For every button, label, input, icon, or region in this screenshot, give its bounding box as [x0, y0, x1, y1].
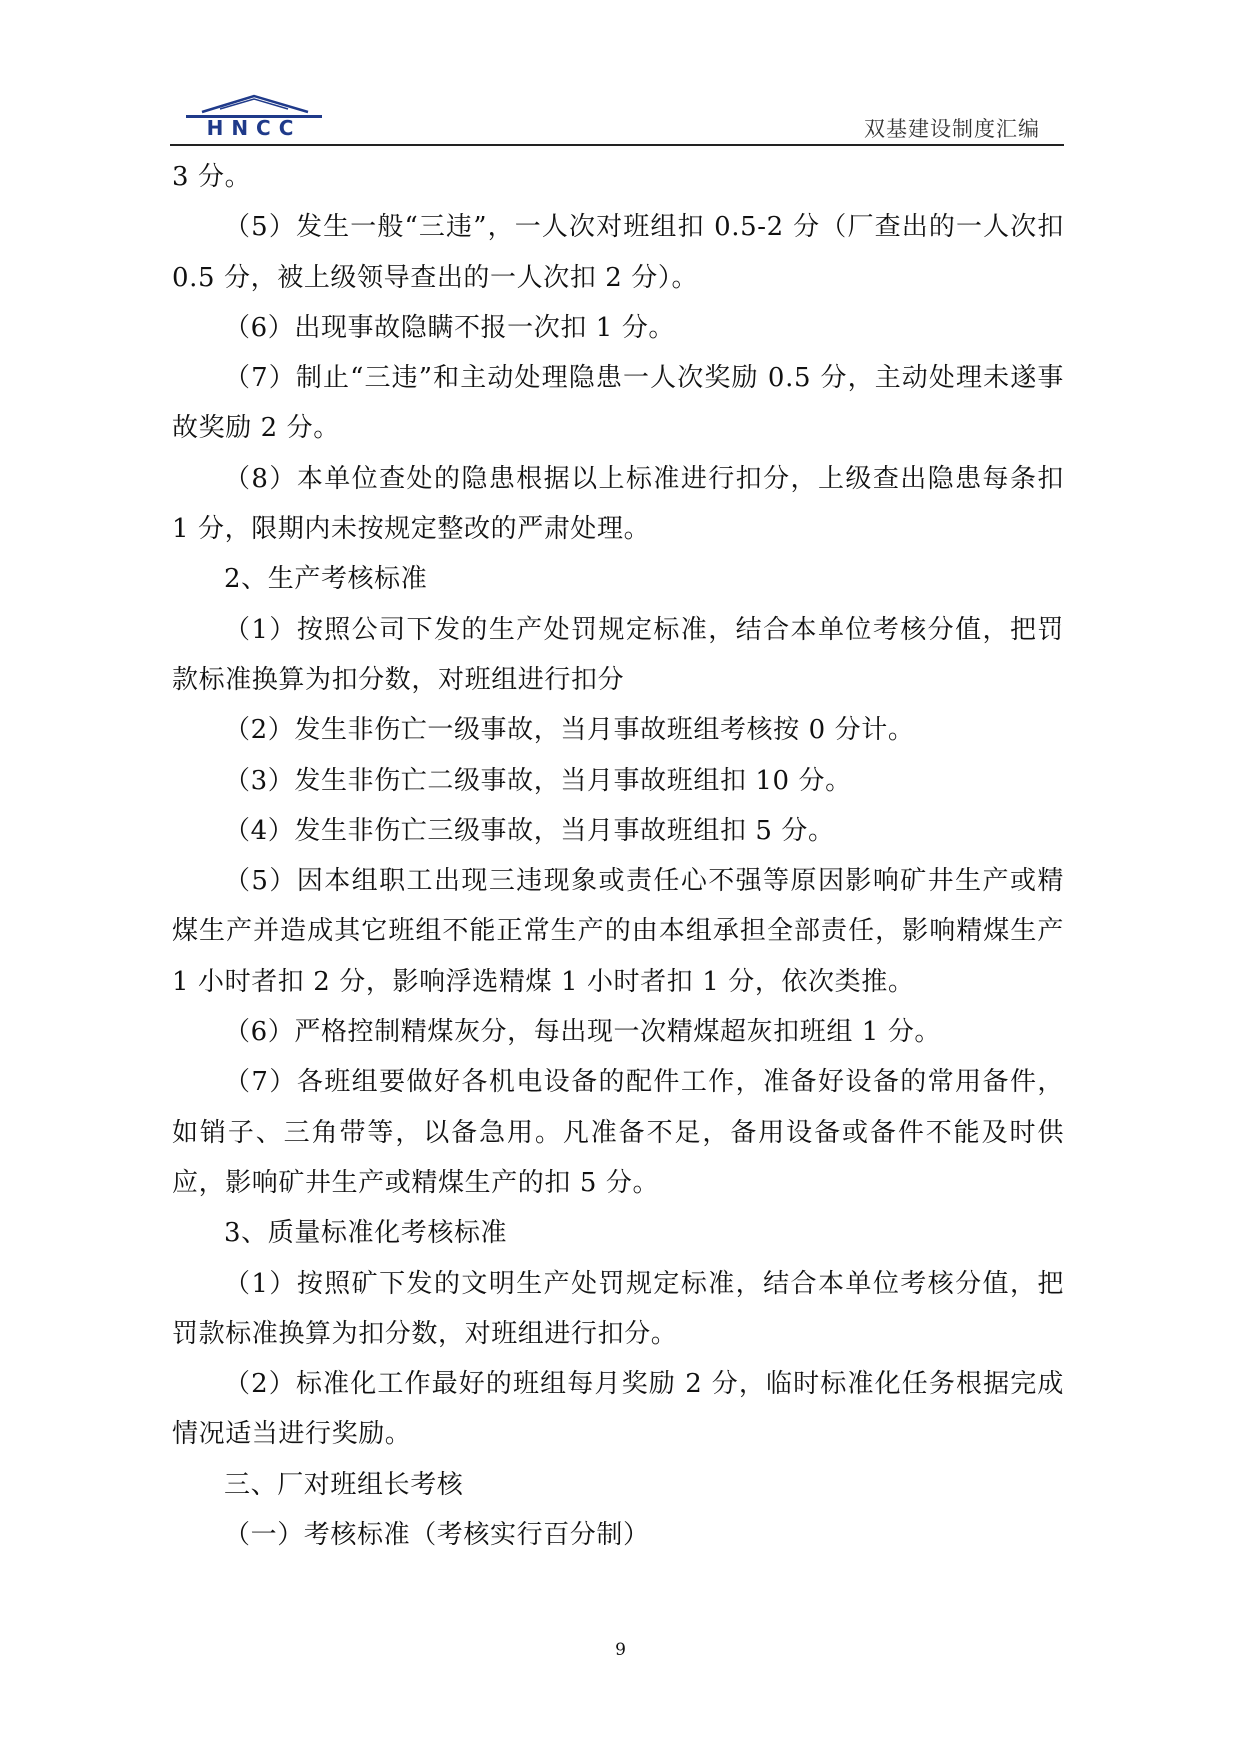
section-heading: 2、生产考核标准 [224, 564, 428, 595]
section-heading: 3、质量标准化考核标准 [224, 1218, 508, 1249]
paragraph: （2）标准化工作最好的班组每月奖励 2 分，临时标准化任务根据完成情况适当进行奖励。 [172, 1369, 1064, 1450]
hncc-logo [184, 94, 324, 138]
paragraph: （3）发生非伤亡二级事故，当月事故班组扣 10 分。 [224, 765, 852, 796]
section-heading: 三、厂对班组长考核 [224, 1469, 464, 1500]
paragraph: （7）各班组要做好各机电设备的配件工作，准备好设备的常用备件，如销子、三角带等，以备急用。凡准备不足，备用设备或备件不能及时供应，影响矿井生产或精煤生产的扣 5 分。 [172, 1067, 1064, 1198]
body-text [172, 152, 1064, 1560]
document-title: 双基建设制度汇编 [864, 117, 1040, 141]
header-divider [170, 144, 1064, 146]
paragraph: （4）发生非伤亡三级事故，当月事故班组扣 5 分。 [224, 815, 835, 846]
paragraph: 3 分。 [172, 162, 252, 192]
page-number: 9 [615, 1640, 626, 1660]
paragraph: （8）本单位查处的隐患根据以上标准进行扣分，上级查出隐患每条扣 1 分，限期内未按规定整改的严肃处理。 [172, 463, 1064, 545]
paragraph: （1）按照矿下发的文明生产处罚规定标准，结合本单位考核分值，把罚款标准换算为扣分数，对班组进行扣分。 [172, 1268, 1064, 1349]
paragraph: （2）发生非伤亡一级事故，当月事故班组考核按 0 分计。 [224, 715, 915, 746]
subsection-heading: （一）考核标准（考核实行百分制） [224, 1520, 650, 1551]
paragraph: （7）制止“三违”和主动处理隐患一人次奖励 0.5 分，主动处理未遂事故奖励 2 分。 [172, 363, 1064, 444]
logo-text: HNCC [206, 116, 302, 138]
paragraph: （6）严格控制精煤灰分，每出现一次精煤超灰扣班组 1 分。 [224, 1017, 942, 1048]
page-header [170, 88, 1064, 148]
paragraph: （5）因本组职工出现三违现象或责任心不强等原因影响矿井生产或精煤生产并造成其它班组不能正常生产的由本组承担全部责任，影响精煤生产 1 小时者扣 2 分，影响浮选精煤 1 小时者扣 1 分，依次类推。 [172, 866, 1064, 997]
paragraph: （1）按照公司下发的生产处罚规定标准，结合本单位考核分值，把罚款标准换算为扣分数，对班组进行扣分 [172, 614, 1064, 695]
paragraph: （5）发生一般“三违”，一人次对班组扣 0.5-2 分（厂查出的一人次扣 0.5 分，被上级领导查出的一人次扣 2 分）。 [172, 212, 1064, 293]
paragraph: （6）出现事故隐瞒不报一次扣 1 分。 [224, 312, 676, 343]
